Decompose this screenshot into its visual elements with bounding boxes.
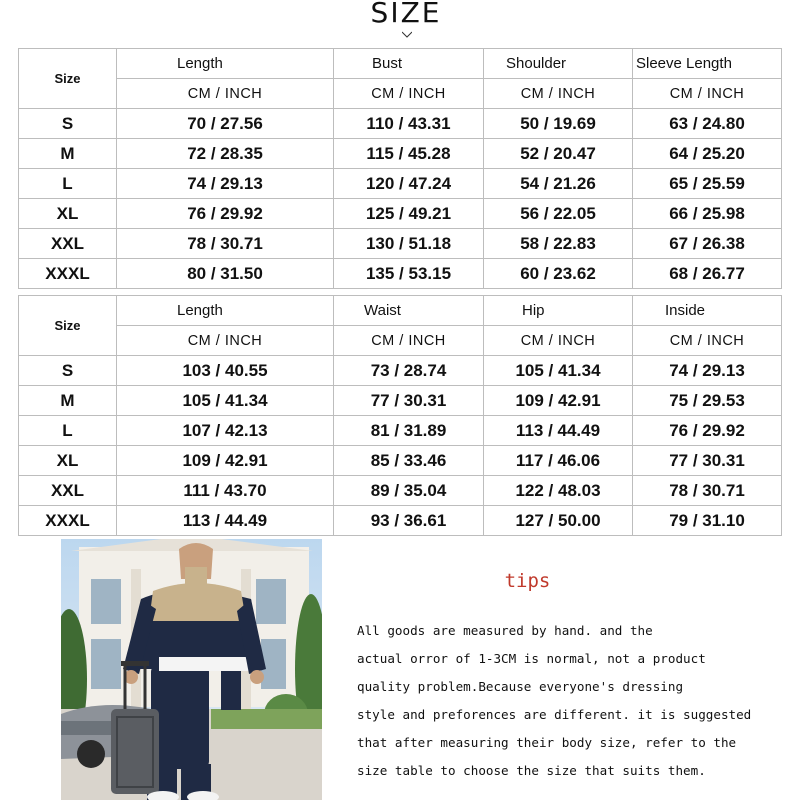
size-cell: XXL xyxy=(19,476,117,506)
measurement-cell: 109 / 42.91 xyxy=(484,386,633,416)
table-row xyxy=(19,229,782,259)
size-cell: M xyxy=(19,386,117,416)
table-row xyxy=(19,259,782,289)
unit-label: CM / INCH xyxy=(633,79,782,109)
column-header: Inside xyxy=(633,296,782,326)
measurement-cell: 81 / 31.89 xyxy=(334,416,484,446)
size-cell: XXXL xyxy=(19,259,117,289)
size-cell: XXXL xyxy=(19,506,117,536)
unit-label: CM / INCH xyxy=(484,79,633,109)
measurement-cell: 60 / 23.62 xyxy=(484,259,633,289)
tips-title: tips xyxy=(504,570,551,592)
product-photo xyxy=(61,539,322,800)
measurement-cell: 68 / 26.77 xyxy=(633,259,782,289)
column-header: Shoulder xyxy=(484,49,633,79)
measurement-cell: 109 / 42.91 xyxy=(117,446,334,476)
column-header: Waist xyxy=(334,296,484,326)
measurement-cell: 65 / 25.59 xyxy=(633,169,782,199)
page-title: SIZE xyxy=(370,0,442,29)
measurement-cell: 79 / 31.10 xyxy=(633,506,782,536)
measurement-cell: 103 / 40.55 xyxy=(117,356,334,386)
chevron-down-icon xyxy=(402,31,412,39)
tips-line: actual orror of 1-3CM is normal, not a product xyxy=(357,651,706,666)
table-row xyxy=(19,199,782,229)
table-row xyxy=(19,356,782,386)
model-image xyxy=(61,539,322,800)
column-header: Bust xyxy=(334,49,484,79)
measurement-cell: 56 / 22.05 xyxy=(484,199,633,229)
table-row xyxy=(19,386,782,416)
measurement-cell: 78 / 30.71 xyxy=(633,476,782,506)
measurement-cell: 77 / 30.31 xyxy=(633,446,782,476)
tips-line: quality problem.Because everyone's dressing xyxy=(357,679,684,694)
tips-text xyxy=(357,617,797,785)
unit-label: CM / INCH xyxy=(334,79,484,109)
measurement-cell: 80 / 31.50 xyxy=(117,259,334,289)
measurement-cell: 122 / 48.03 xyxy=(484,476,633,506)
table-header-row xyxy=(19,296,782,326)
column-header: Sleeve Length xyxy=(633,49,782,79)
measurement-cell: 113 / 44.49 xyxy=(484,416,633,446)
measurement-cell: 67 / 26.38 xyxy=(633,229,782,259)
measurement-cell: 120 / 47.24 xyxy=(334,169,484,199)
unit-label: CM / INCH xyxy=(334,326,484,356)
measurement-cell: 54 / 21.26 xyxy=(484,169,633,199)
measurement-cell: 105 / 41.34 xyxy=(117,386,334,416)
tips-line: All goods are measured by hand. and the xyxy=(357,623,653,638)
column-header: Length xyxy=(117,49,334,79)
size-cell: M xyxy=(19,139,117,169)
table-row xyxy=(19,416,782,446)
tips-line: size table to choose the size that suits them. xyxy=(357,763,706,778)
measurement-cell: 77 / 30.31 xyxy=(334,386,484,416)
measurement-cell: 52 / 20.47 xyxy=(484,139,633,169)
measurement-cell: 58 / 22.83 xyxy=(484,229,633,259)
measurement-cell: 78 / 30.71 xyxy=(117,229,334,259)
measurement-cell: 74 / 29.13 xyxy=(633,356,782,386)
unit-row xyxy=(19,326,782,356)
measurement-cell: 105 / 41.34 xyxy=(484,356,633,386)
size-cell: XL xyxy=(19,199,117,229)
table-row xyxy=(19,446,782,476)
size-cell: XL xyxy=(19,446,117,476)
size-cell: L xyxy=(19,416,117,446)
unit-label: CM / INCH xyxy=(117,326,334,356)
measurement-cell: 113 / 44.49 xyxy=(117,506,334,536)
tips-line: style and preforences are different. it is suggested xyxy=(357,707,752,722)
unit-label: CM / INCH xyxy=(633,326,782,356)
tips-line: that after measuring their body size, refer to the xyxy=(357,735,737,750)
table-row xyxy=(19,506,782,536)
measurement-cell: 111 / 43.70 xyxy=(117,476,334,506)
size-cell: S xyxy=(19,109,117,139)
measurement-cell: 72 / 28.35 xyxy=(117,139,334,169)
unit-label: CM / INCH xyxy=(117,79,334,109)
measurement-cell: 130 / 51.18 xyxy=(334,229,484,259)
measurement-cell: 135 / 53.15 xyxy=(334,259,484,289)
bottom-size-table xyxy=(18,295,782,536)
unit-label: CM / INCH xyxy=(484,326,633,356)
measurement-cell: 74 / 29.13 xyxy=(117,169,334,199)
table-header-row xyxy=(19,49,782,79)
measurement-cell: 70 / 27.56 xyxy=(117,109,334,139)
size-cell: L xyxy=(19,169,117,199)
column-header: Hip xyxy=(484,296,633,326)
measurement-cell: 85 / 33.46 xyxy=(334,446,484,476)
measurement-cell: 125 / 49.21 xyxy=(334,199,484,229)
measurement-cell: 73 / 28.74 xyxy=(334,356,484,386)
top-size-table xyxy=(18,48,782,289)
size-header: Size xyxy=(19,296,117,356)
column-header: Length xyxy=(117,296,334,326)
table-row xyxy=(19,109,782,139)
size-cell: S xyxy=(19,356,117,386)
measurement-cell: 50 / 19.69 xyxy=(484,109,633,139)
measurement-cell: 107 / 42.13 xyxy=(117,416,334,446)
measurement-cell: 64 / 25.20 xyxy=(633,139,782,169)
table-row xyxy=(19,169,782,199)
size-header: Size xyxy=(19,49,117,109)
size-cell: XXL xyxy=(19,229,117,259)
unit-row xyxy=(19,79,782,109)
measurement-cell: 63 / 24.80 xyxy=(633,109,782,139)
measurement-cell: 76 / 29.92 xyxy=(117,199,334,229)
measurement-cell: 75 / 29.53 xyxy=(633,386,782,416)
measurement-cell: 117 / 46.06 xyxy=(484,446,633,476)
measurement-cell: 76 / 29.92 xyxy=(633,416,782,446)
measurement-cell: 93 / 36.61 xyxy=(334,506,484,536)
measurement-cell: 115 / 45.28 xyxy=(334,139,484,169)
measurement-cell: 89 / 35.04 xyxy=(334,476,484,506)
measurement-cell: 127 / 50.00 xyxy=(484,506,633,536)
table-row xyxy=(19,476,782,506)
table-row xyxy=(19,139,782,169)
measurement-cell: 110 / 43.31 xyxy=(334,109,484,139)
measurement-cell: 66 / 25.98 xyxy=(633,199,782,229)
